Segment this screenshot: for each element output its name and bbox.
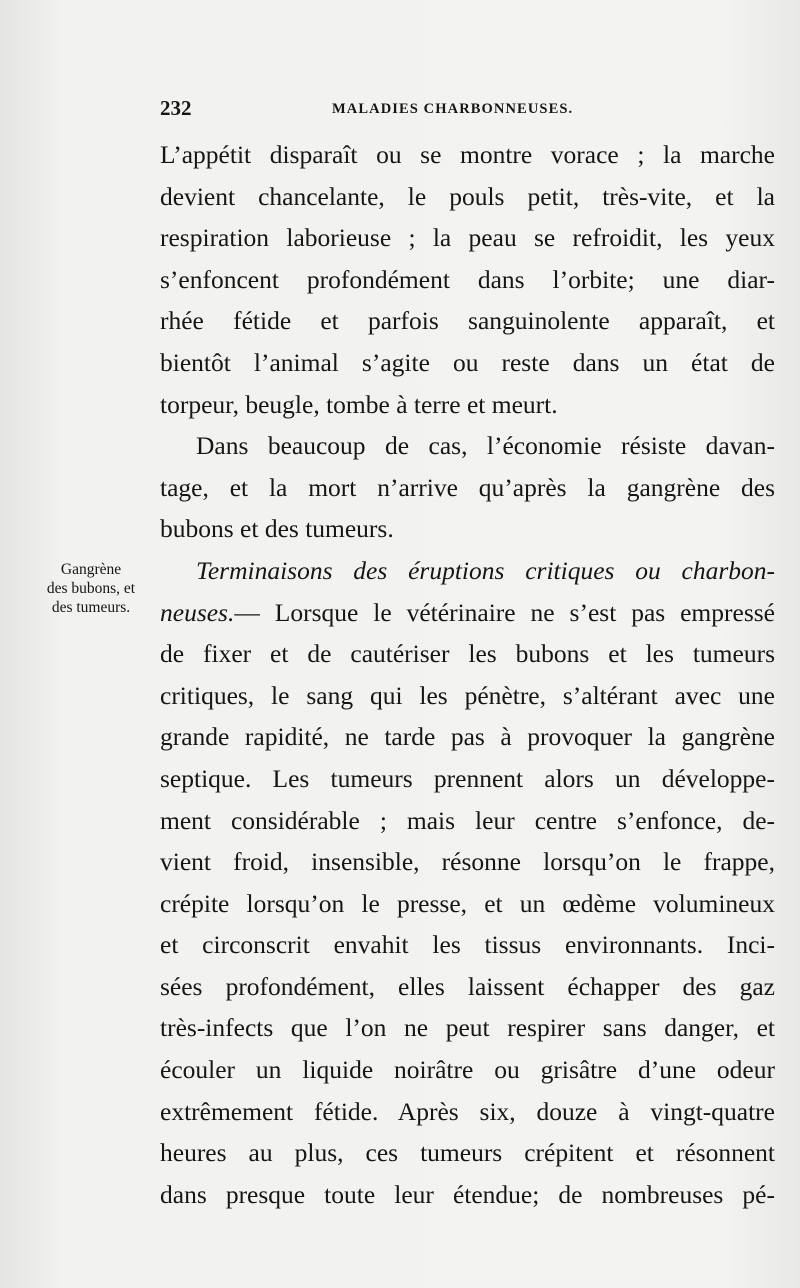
- text-line: grande rapidité, ne tarde pas à provoquer la gangrène: [160, 722, 775, 752]
- running-head: MALADIES CHARBONNEUSES.: [332, 101, 574, 117]
- text-line: torpeur, beugle, tombe à terre et meurt.: [160, 389, 558, 419]
- page-header: [160, 96, 760, 126]
- text-line: écouler un liquide noirâtre ou grisâtre d’une odeur: [160, 1055, 775, 1085]
- text-line: bientôt l’animal s’agite ou reste dans un état de: [160, 347, 775, 377]
- text-line: heures au plus, ces tumeurs crépitent et résonnent: [160, 1138, 775, 1168]
- text-line: septique. Les tumeurs prennent alors un développe-: [160, 763, 775, 793]
- text-line: bubons et des tumeurs.: [160, 514, 394, 544]
- section-heading-line: Terminaisons des éruptions critiques ou charbon-: [196, 555, 775, 585]
- text-line: dans presque toute leur étendue; de nombreuses pé-: [160, 1179, 775, 1209]
- text-line: tage, et la mort n’arrive qu’après la gangrène des: [160, 472, 775, 502]
- section-heading-end: neuses.: [160, 597, 235, 627]
- text-line: sées profondément, elles laissent échapper des gaz: [160, 971, 775, 1001]
- text-line: extrêmement fétide. Après six, douze à vingt-quatre: [160, 1096, 775, 1126]
- text-line: L’appétit disparaît ou se montre vorace ; la marche: [160, 140, 775, 169]
- body-text: [160, 134, 775, 1215]
- margin-note: [26, 560, 156, 617]
- margin-note-line: des tumeurs.: [51, 599, 131, 616]
- text-line: et circonscrit envahit les tissus environnants. Inci-: [160, 930, 775, 960]
- text-line: de fixer et de cautériser les bubons et les tumeurs: [160, 639, 775, 669]
- text-line: s’enfoncent profondément dans l’orbite; une diar-: [160, 264, 775, 294]
- text-line: ment considérable ; mais leur centre s’enfonce, de-: [160, 805, 775, 835]
- text-line: devient chancelante, le pouls petit, très-vite, et la: [160, 181, 775, 211]
- text-line-rest: — Lorsque le vétérinaire ne s’est pas empressé: [234, 597, 775, 627]
- text-line: crépite lorsqu’on le presse, et un œdème volumineux: [160, 888, 775, 918]
- text-line: Dans beaucoup de cas, l’économie résiste davan-: [196, 431, 775, 461]
- text-line: vient froid, insensible, résonne lorsqu’on le frappe,: [160, 847, 775, 877]
- margin-note-line: Gangrène: [60, 561, 122, 578]
- text-line: critiques, le sang qui les pénètre, s’altérant avec une: [160, 680, 775, 710]
- text-line: [160, 592, 775, 634]
- page-number: 232: [160, 96, 192, 120]
- margin-note-line: des bubons, et: [46, 580, 136, 597]
- text-line: rhée fétide et parfois sanguinolente apparaît, et: [160, 306, 775, 336]
- text-line: respiration laborieuse ; la peau se refroidit, les yeux: [160, 223, 775, 253]
- text-line: très-infects que l’on ne peut respirer sans danger, et: [160, 1013, 775, 1043]
